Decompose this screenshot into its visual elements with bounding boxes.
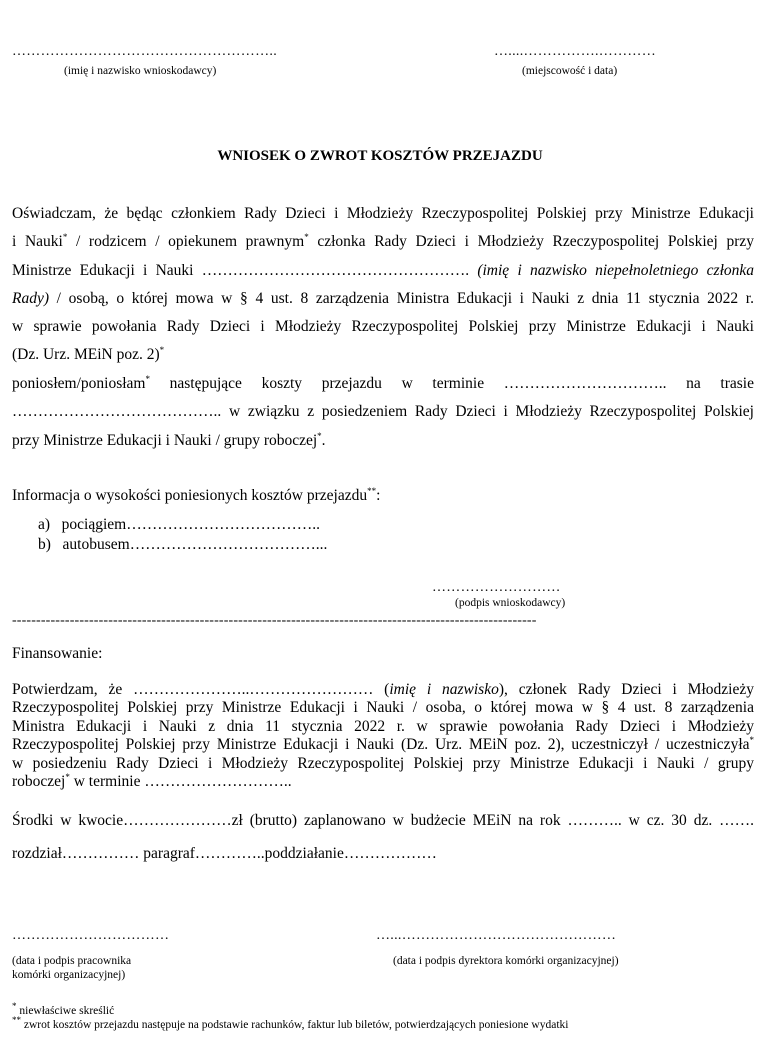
employee-signature-caption-1: (data i podpis pracownika bbox=[12, 955, 132, 967]
funds-line: Środki w kwocie…………………zł (brutto) zaplanowano w budżecie MEiN na rok ……….. w cz. 30 dz. ……. bbox=[12, 812, 754, 829]
cost-item-bus[interactable]: b) autobusem………………………………... bbox=[38, 536, 328, 553]
cost-item-train[interactable]: a) pociągiem……………………………….. bbox=[38, 516, 320, 533]
declaration-line-4: Rady) / osobą, o której mowa w § 4 ust. 8 zarządzenia Ministra Edukacji i Nauki z dnia 11 stycznia 2022 r. bbox=[12, 290, 754, 307]
minor-name-hint: (imię i nazwisko niepełnoletniego członka bbox=[477, 262, 755, 279]
classification-line: rozdział…………… paragraf…………..poddziałanie……………… bbox=[12, 845, 437, 862]
financing-line-2: Rzeczypospolitej Polskiej przy Ministrze Edukacji i Nauki / osoba, o której mowa w § 4 ust. 8 zarządzenia bbox=[12, 699, 754, 716]
declaration-line-8: ………………………………….. w związku z posiedzeniem Rady Dzieci i Młodzieży Rzeczypospolitej Polskiej bbox=[12, 403, 754, 420]
footnote-2: ** zwrot kosztów przejazdu następuje na podstawie rachunków, faktur lub biletów, potwierdzających poniesione wydatki bbox=[12, 1015, 569, 1031]
financing-line-6: roboczej* w terminie ……………………….. bbox=[12, 771, 292, 790]
footnote-1: * niewłaściwe skreślić bbox=[12, 1001, 115, 1017]
applicant-name-line[interactable]: ……………………………………………….. bbox=[12, 44, 277, 59]
applicant-name-caption: (imię i nazwisko wnioskodawcy) bbox=[64, 65, 217, 77]
employee-signature-line[interactable]: …………………………… bbox=[12, 928, 170, 943]
declaration-line-9: przy Ministrze Edukacji i Nauki / grupy roboczej*. bbox=[12, 430, 326, 449]
applicant-signature-line[interactable]: ……………………… bbox=[432, 580, 561, 595]
declaration-line-1: Oświadczam, że będąc członkiem Rady Dzieci i Młodzieży Rzeczypospolitej Polskiej przy Ministrze Edukacji bbox=[12, 205, 754, 222]
applicant-signature-caption: (podpis wnioskodawcy) bbox=[455, 597, 566, 609]
costs-heading: Informacja o wysokości poniesionych kosztów przejazdu**: bbox=[12, 485, 381, 504]
section-divider: ------------------------------------------------------------------------------------------------------------- bbox=[12, 613, 537, 628]
declaration-line-2: i Nauki* / rodzicem / opiekunem prawnym* członka Rady Dzieci i Młodzieży Rzeczypospolitej Polskiej przy bbox=[12, 231, 755, 250]
declaration-line-6: (Dz. Urz. MEiN poz. 2)* bbox=[12, 344, 165, 363]
financing-heading: Finansowanie: bbox=[12, 645, 103, 662]
place-date-line[interactable]: …....…………….………… bbox=[494, 44, 656, 59]
financing-line-4: Rzeczypospolitej Polskiej przy Ministrze Edukacji i Nauki (Dz. Urz. MEiN poz. 2), uczestniczył / uczestniczyła* bbox=[12, 734, 754, 753]
financing-line-1: Potwierdzam, że …………………..…………………… (imię i nazwisko), członek Rady Dzieci i Młodzieży bbox=[12, 681, 754, 698]
financing-line-5: w posiedzeniu Rady Dzieci i Młodzieży Rzeczypospolitej Polskiej przy Ministrze Edukacji i Nauki / grupy bbox=[12, 755, 754, 772]
document-title: WNIOSEK O ZWROT KOSZTÓW PRZEJAZDU bbox=[217, 148, 543, 164]
financing-line-3: Ministra Edukacji i Nauki z dnia 11 stycznia 2022 r. w sprawie powołania Rady Dzieci i Młodzieży bbox=[12, 718, 754, 735]
declaration-line-7: poniosłem/poniosłam* następujące koszty przejazdu w terminie ………………………….. na trasie bbox=[12, 373, 754, 392]
director-signature-caption: (data i podpis dyrektora komórki organizacyjnej) bbox=[393, 955, 619, 967]
declaration-line-3: Ministrze Edukacji i Nauki ……………………………………………. (imię i nazwisko niepełnoletniego członka bbox=[12, 262, 755, 279]
employee-signature-caption-2: komórki organizacyjnej) bbox=[12, 969, 126, 981]
director-signature-line[interactable]: …...……………………………………… bbox=[376, 928, 617, 943]
declaration-line-5: w sprawie powołania Rady Dzieci i Młodzieży Rzeczypospolitej Polskiej przy Ministrze Edukacji i Nauki bbox=[12, 318, 754, 335]
place-date-caption: (miejscowość i data) bbox=[522, 65, 618, 77]
